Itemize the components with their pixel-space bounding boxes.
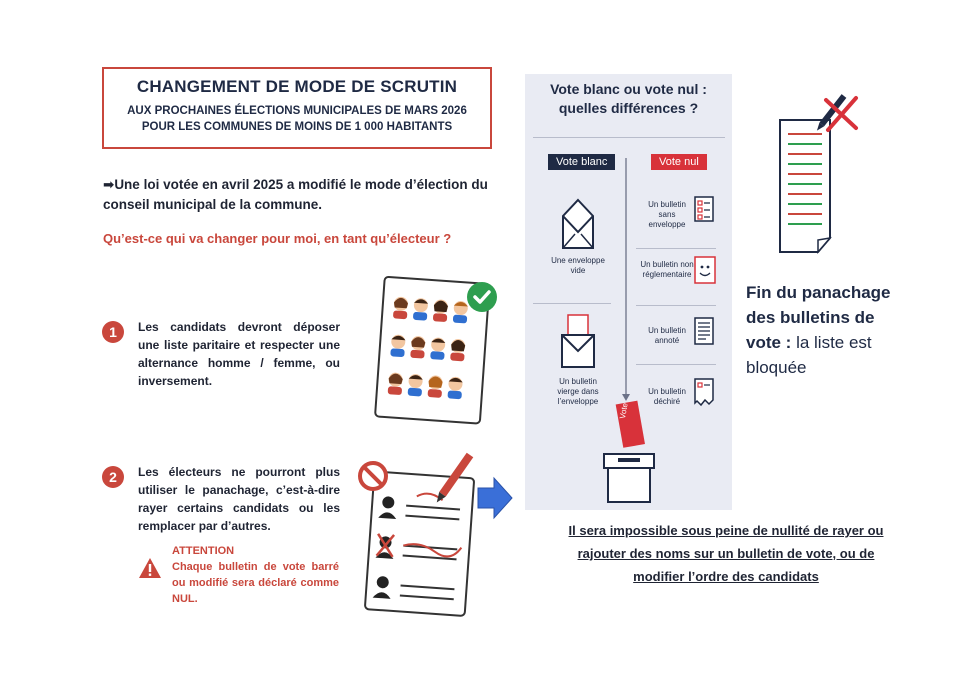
attention-title: ATTENTION bbox=[172, 545, 235, 557]
non-regulatory-ballot-icon bbox=[694, 256, 716, 284]
arrow-right-icon: ➡ bbox=[103, 177, 115, 192]
empty-envelope-icon bbox=[561, 198, 595, 250]
question-heading: Qu’est-ce qui va changer pour moi, en tant qu’électeur ? bbox=[103, 231, 452, 246]
blank-ballot-envelope-icon bbox=[560, 313, 596, 369]
page-title: CHANGEMENT DE MODE DE SCRUTIN bbox=[136, 77, 458, 96]
nul-item-1: Un bulletin sans enveloppe bbox=[648, 200, 686, 229]
fin-panachage-normal: la liste est bloquée bbox=[746, 333, 872, 377]
vote-nul-label: Vote nul bbox=[651, 154, 707, 170]
point-text-1: Les candidats devront déposer une liste paritaire et respecter une alternance homme / femme, ou inversement. bbox=[138, 320, 340, 388]
point-number-1: 1 bbox=[102, 321, 124, 343]
bottom-note: Il sera impossible sous peine de nullité de rayer ou rajouter des noms sur un bulletin de vote, ou de modifier l’ordre des candidats bbox=[568, 523, 884, 584]
warning-icon bbox=[138, 557, 162, 579]
panel-title-line-2: quelles différences ? bbox=[558, 100, 699, 116]
panel-title-line-1: Vote blanc ou vote nul : bbox=[550, 81, 707, 97]
nul-divider-3 bbox=[636, 364, 716, 365]
title-box bbox=[102, 67, 492, 149]
nul-divider-2 bbox=[636, 305, 716, 306]
nul-item-4: Un bulletin déchiré bbox=[648, 387, 686, 406]
point-text-2: Les électeurs ne pourront plus utiliser le panachage, c’est-à-dire rayer certains candidats ou les remplacer par d’autres. bbox=[138, 465, 340, 533]
subtitle-line-1: AUX PROCHAINES ÉLECTIONS MUNICIPALES DE MARS 2026 bbox=[127, 105, 467, 117]
flow-arrow bbox=[621, 158, 631, 402]
prohibited-icon bbox=[357, 460, 389, 492]
fin-panachage-bold: Fin du panachage des bulletins de vote : bbox=[746, 283, 891, 352]
attention-text: Chaque bulletin de vote barré ou modifié sera déclaré comme NUL. bbox=[172, 561, 339, 605]
check-icon bbox=[466, 281, 498, 313]
intro-paragraph bbox=[103, 175, 503, 215]
blanc-item-1: Une enveloppe vide bbox=[551, 256, 605, 275]
subtitle-line-2: POUR LES COMMUNES DE MOINS DE 1 000 HABITANTS bbox=[141, 121, 453, 133]
torn-ballot-icon bbox=[694, 378, 714, 408]
blanc-divider bbox=[533, 303, 611, 304]
fin-panachage-text bbox=[746, 280, 896, 380]
annotated-ballot-icon bbox=[694, 317, 714, 345]
panel-divider bbox=[533, 137, 725, 138]
checklist-ballot-icon bbox=[694, 196, 714, 222]
nul-item-3: Un bulletin annoté bbox=[648, 326, 686, 345]
ballot-box-illustration bbox=[598, 398, 660, 506]
vote-blanc-label: Vote blanc bbox=[548, 154, 615, 170]
arrow-right-blue-icon bbox=[476, 476, 514, 520]
intro-text: Une loi votée en avril 2025 a modifié le mode d’élection du conseil municipal de la commune. bbox=[103, 177, 488, 212]
point-number-2: 2 bbox=[102, 466, 124, 488]
crossed-list-document-illustration bbox=[774, 90, 864, 260]
panel-title bbox=[525, 80, 732, 118]
nul-divider-1 bbox=[636, 248, 716, 249]
ballot-vote-label: Vote bbox=[618, 402, 630, 420]
nul-item-2: Un bulletin non réglementaire bbox=[640, 260, 694, 279]
blanc-item-2: Un bulletin vierge dans l’enveloppe bbox=[557, 377, 599, 406]
